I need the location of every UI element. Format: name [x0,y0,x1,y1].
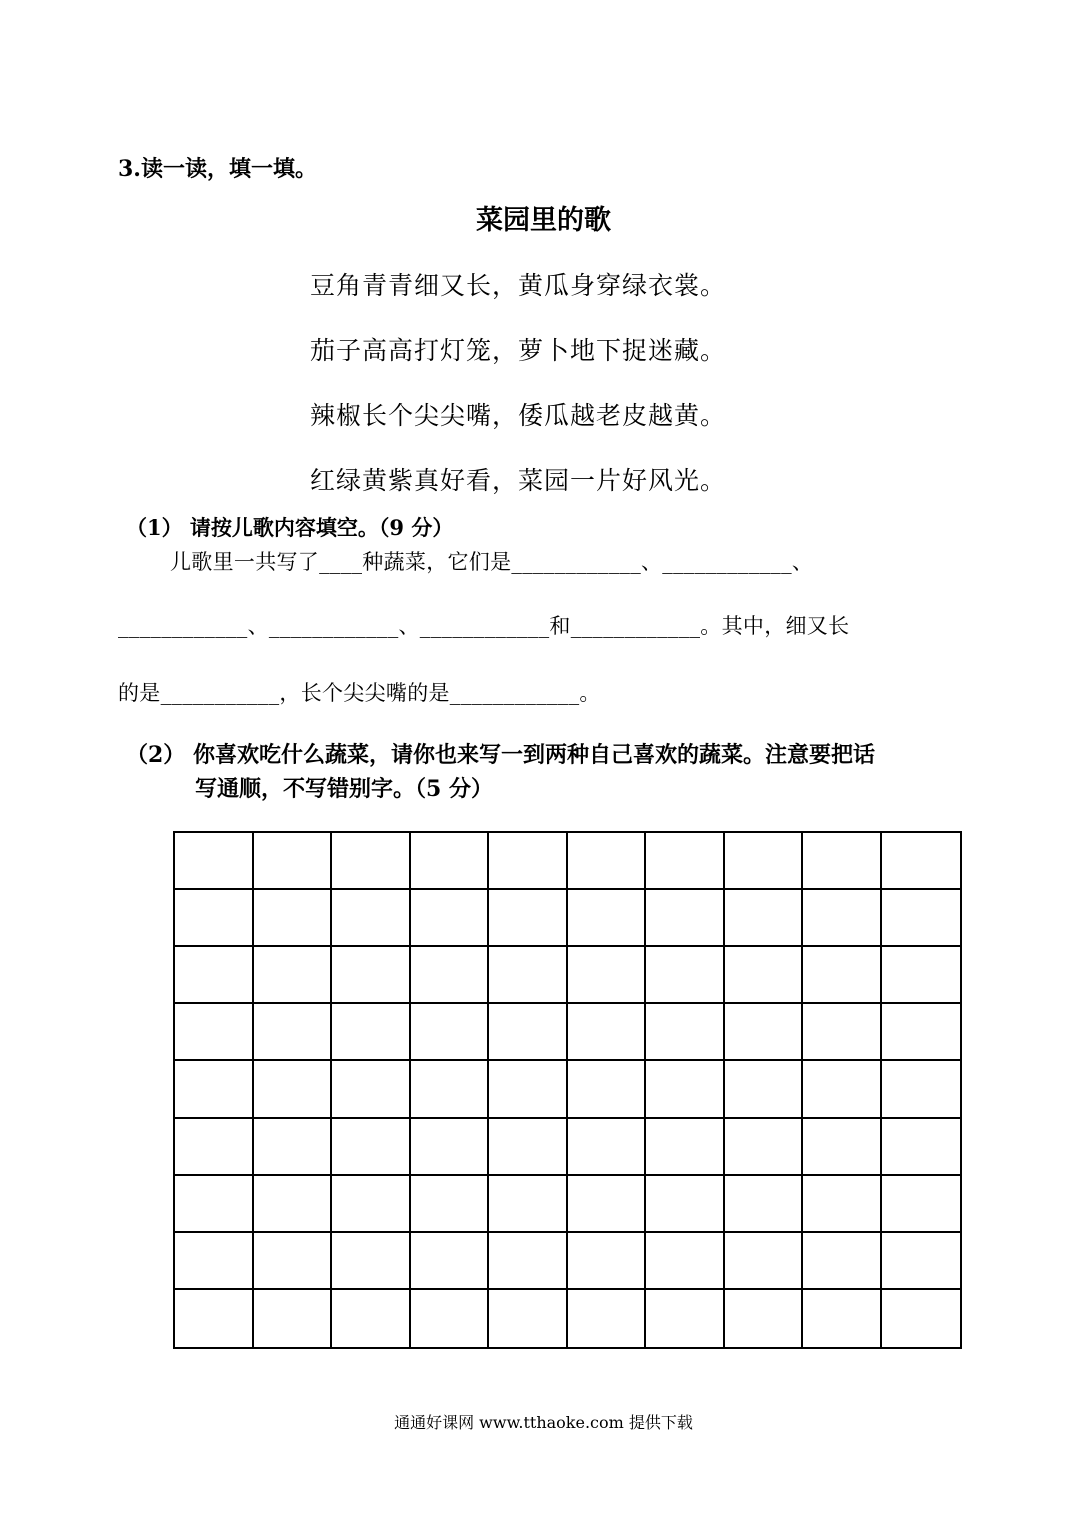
page-footer: 通通好课网 www.tthaoke.com 提供下载 [394,1413,693,1432]
grid-cell[interactable] [803,1004,882,1061]
grid-cell[interactable] [489,890,568,947]
grid-cell[interactable] [882,947,961,1004]
grid-cell[interactable] [175,890,254,947]
grid-cell[interactable] [568,1290,647,1347]
fill-blank-line: ____________、____________、____________和____________。其中，细又长 [118,614,850,638]
grid-cell[interactable] [646,1004,725,1061]
grid-cell[interactable] [646,833,725,890]
grid-cell[interactable] [803,1119,882,1176]
grid-cell[interactable] [568,1233,647,1290]
grid-cell[interactable] [882,1119,961,1176]
grid-cell[interactable] [332,890,411,947]
grid-cell[interactable] [175,1119,254,1176]
grid-cell[interactable] [882,833,961,890]
grid-cell[interactable] [332,1176,411,1233]
grid-cell[interactable] [803,1233,882,1290]
grid-cell[interactable] [411,1061,490,1118]
grid-cell[interactable] [489,833,568,890]
grid-cell[interactable] [411,833,490,890]
question-1-prompt: （1） 请按儿歌内容填空。（9 分） [126,515,454,540]
grid-cell[interactable] [411,1119,490,1176]
poem-line: 茄子高高打灯笼，萝卜地下捉迷藏。 [310,336,727,365]
grid-cell[interactable] [725,1290,804,1347]
grid-cell[interactable] [332,1061,411,1118]
grid-cell[interactable] [254,1176,333,1233]
grid-cell[interactable] [882,1061,961,1118]
grid-cell[interactable] [568,1061,647,1118]
poem-line: 豆角青青细又长，黄瓜身穿绿衣裳。 [310,271,727,300]
grid-cell[interactable] [411,1233,490,1290]
grid-cell[interactable] [646,890,725,947]
grid-cell[interactable] [489,1233,568,1290]
grid-cell[interactable] [725,1119,804,1176]
grid-cell[interactable] [254,1061,333,1118]
grid-cell[interactable] [489,1290,568,1347]
grid-cell[interactable] [803,1061,882,1118]
grid-cell[interactable] [175,1004,254,1061]
grid-cell[interactable] [646,1233,725,1290]
grid-cell[interactable] [803,890,882,947]
grid-cell[interactable] [568,1119,647,1176]
grid-cell[interactable] [175,833,254,890]
grid-cell[interactable] [646,1290,725,1347]
grid-cell[interactable] [332,1233,411,1290]
grid-cell[interactable] [646,1119,725,1176]
grid-cell[interactable] [646,947,725,1004]
grid-cell[interactable] [489,947,568,1004]
grid-cell[interactable] [568,947,647,1004]
grid-cell[interactable] [254,1004,333,1061]
grid-cell[interactable] [568,833,647,890]
grid-cell[interactable] [254,890,333,947]
grid-cell[interactable] [411,947,490,1004]
grid-cell[interactable] [646,1061,725,1118]
grid-cell[interactable] [411,1004,490,1061]
grid-cell[interactable] [489,1176,568,1233]
grid-cell[interactable] [489,1061,568,1118]
grid-cell[interactable] [254,1290,333,1347]
grid-cell[interactable] [332,833,411,890]
grid-cell[interactable] [803,1290,882,1347]
grid-cell[interactable] [411,1176,490,1233]
grid-cell[interactable] [332,1004,411,1061]
grid-cell[interactable] [725,833,804,890]
grid-cell[interactable] [254,1119,333,1176]
grid-cell[interactable] [568,1176,647,1233]
grid-cell[interactable] [725,947,804,1004]
grid-cell[interactable] [725,1233,804,1290]
grid-cell[interactable] [411,890,490,947]
poem-line: 辣椒长个尖尖嘴，倭瓜越老皮越黄。 [310,401,727,430]
grid-cell[interactable] [725,1176,804,1233]
section-heading: 3.读一读，填一填。 [118,156,317,182]
fill-blank-line: 儿歌里一共写了____种蔬菜，它们是____________、____________、 [170,550,814,574]
grid-cell[interactable] [882,890,961,947]
fill-blank-line: 的是___________，长个尖尖嘴的是____________。 [118,681,601,705]
grid-cell[interactable] [175,1233,254,1290]
grid-cell[interactable] [803,1176,882,1233]
grid-cell[interactable] [882,1290,961,1347]
grid-cell[interactable] [725,1061,804,1118]
grid-cell[interactable] [489,1119,568,1176]
grid-cell[interactable] [411,1290,490,1347]
grid-cell[interactable] [882,1176,961,1233]
grid-cell[interactable] [175,1061,254,1118]
grid-cell[interactable] [568,1004,647,1061]
grid-cell[interactable] [646,1176,725,1233]
grid-cell[interactable] [175,1290,254,1347]
writing-grid[interactable] [173,831,962,1349]
grid-cell[interactable] [568,890,647,947]
question-2-prompt-continued: 写通顺，不写错别字。（5 分） [195,776,493,802]
grid-cell[interactable] [332,947,411,1004]
question-2-prompt: （2） 你喜欢吃什么蔬菜，请你也来写一到两种自己喜欢的蔬菜。注意要把话 [126,742,875,768]
grid-cell[interactable] [725,890,804,947]
poem-line: 红绿黄紫真好看，菜园一片好风光。 [310,466,727,495]
grid-cell[interactable] [725,1004,804,1061]
grid-cell[interactable] [175,947,254,1004]
grid-cell[interactable] [882,1004,961,1061]
grid-cell[interactable] [332,1290,411,1347]
grid-cell[interactable] [254,1233,333,1290]
grid-cell[interactable] [803,947,882,1004]
poem-title: 菜园里的歌 [476,205,611,236]
grid-cell[interactable] [803,833,882,890]
grid-cell[interactable] [489,1004,568,1061]
grid-cell[interactable] [254,947,333,1004]
grid-cell[interactable] [882,1233,961,1290]
grid-cell[interactable] [175,1176,254,1233]
grid-cell[interactable] [254,833,333,890]
grid-cell[interactable] [332,1119,411,1176]
